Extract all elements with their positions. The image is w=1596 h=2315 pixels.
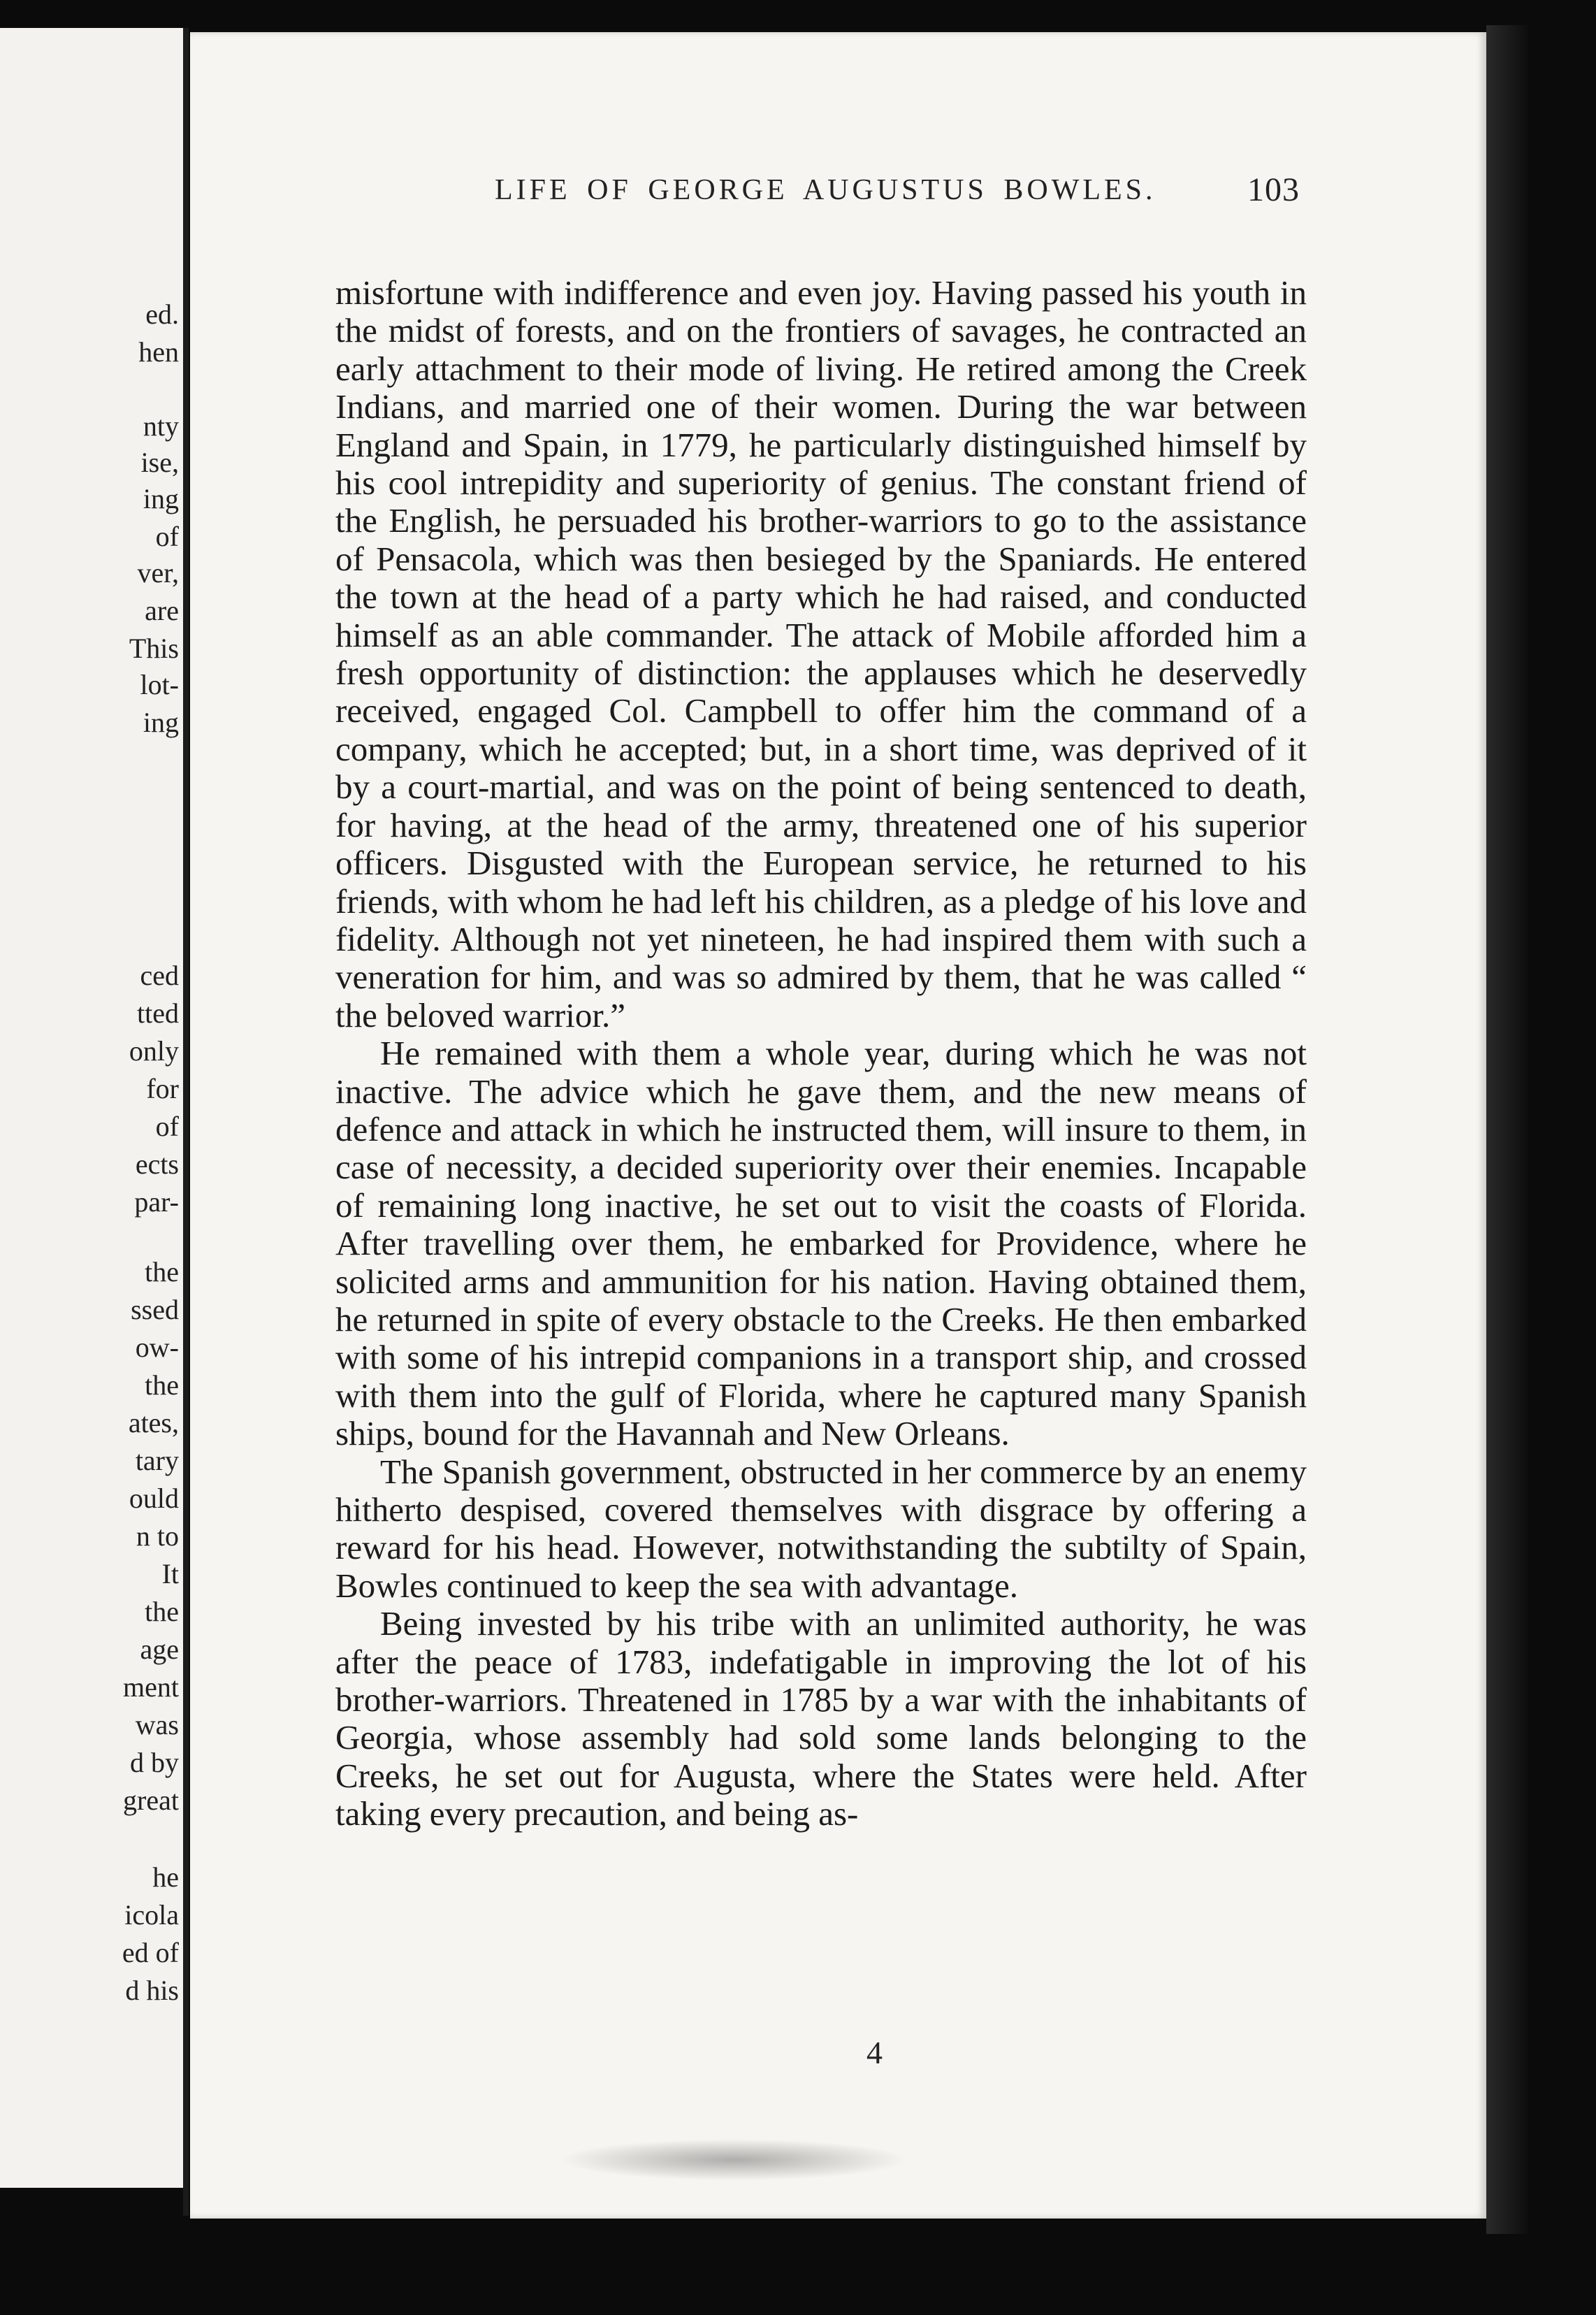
left-page-fragment: ed of	[122, 1937, 179, 1968]
left-page-fragment: ver,	[137, 557, 179, 589]
left-page-fragment: hen	[138, 336, 179, 368]
left-page	[0, 28, 189, 2188]
left-page-fragment: ment	[123, 1671, 179, 1703]
left-page-fragment: nty	[143, 410, 179, 442]
left-page-fragment: ects	[135, 1148, 179, 1180]
left-page-fragment: of	[155, 1111, 179, 1142]
left-page-fragment: ed.	[145, 298, 179, 330]
left-page-fragment: This	[129, 633, 179, 664]
left-page-fragment: for	[146, 1073, 179, 1104]
left-page-fragment: n to	[136, 1520, 179, 1552]
left-page-fragment: d his	[125, 1975, 179, 2006]
left-page-fragment: are	[145, 595, 179, 626]
left-page-fragment: the	[145, 1596, 179, 1627]
paragraph: Being invested by his tribe with an unlimited authority, he was after the peace of 1783, indefatigable in improving the lot of his brother-warriors. Threatened in 1785 by a war with the inhabitants of Georgia, whose assembly had sold some lands belonging to the Creeks, he set out for Augusta, where the States were held. After taking every precaution, and being as-	[335, 1604, 1307, 1833]
left-page-fragment: the	[145, 1256, 179, 1288]
gutter-line	[183, 28, 189, 2216]
running-title: LIFE OF GEORGE AUGUSTUS BOWLES.	[495, 174, 1156, 206]
paragraph: misfortune with indifference and even joy. Having passed his youth in the midst of forests, and on the frontiers of savages, he contracted an early attachment to their mode of living. He retired among the Creek Indians, and married one of their women. During the war between England and Spain, in 1779, he particularly distinguished himself by his cool intrepidity and superiority of genius. The constant friend of the English, he persuaded his brother-warriors to go to the assistance of Pensacola, which was then besieged by the Spaniards. He entered the town at the head of a party which he had raised, and conducted himself as an able commander. The attack of Mobile afforded him a fresh opportunity of distinction: the applauses which he deservedly received, engaged Col. Campbell to offer him the command of a company, which he accepted; but, in a short time, was deprived of it by a court-martial, and was on the point of being sentenced to death, for having, at the head of the army, threatened one of his superior officers. Disgusted with the European service, he returned to his friends, with whom he had left his children, as a pledge of his love and fidelity. Although not yet nineteen, he had inspired them with such a veneration for him, and was so admired by them, that he was called “ the beloved warrior.”	[335, 273, 1307, 1034]
left-page-fragment: tary	[135, 1445, 179, 1476]
left-page-fragment: ould	[129, 1483, 179, 1514]
left-page-fragment: great	[123, 1784, 179, 1816]
left-page-fragment: ssed	[131, 1294, 179, 1325]
left-page-fragment: he	[152, 1861, 179, 1893]
left-page-fragment: age	[140, 1634, 179, 1665]
left-page-fragment: par-	[134, 1186, 179, 1218]
left-page-fragment: was	[135, 1709, 179, 1740]
left-page-fragment: lot-	[140, 669, 179, 700]
left-page-fragment: It	[161, 1558, 179, 1589]
left-page-fragment: ing	[143, 483, 179, 514]
left-page-fragment: the	[145, 1369, 179, 1401]
left-page-fragment: ing	[143, 707, 179, 738]
left-page-fragment: icola	[124, 1899, 179, 1931]
left-page-fragment: only	[129, 1035, 179, 1067]
body-text	[335, 274, 1307, 1833]
left-page-fragment: ced	[140, 960, 179, 991]
left-page-fragment: tted	[137, 997, 179, 1029]
signature-mark: 4	[866, 2035, 883, 2070]
left-page-fragment: ates,	[128, 1407, 179, 1438]
left-page-fragment: ise,	[140, 447, 179, 478]
page-number: 103	[1247, 171, 1300, 208]
paragraph: He remained with them a whole year, during which he was not inactive. The advice which he gave them, and the new means of defence and attack in which he instructed them, will insure to them, in case of necessity, a decided superiority over their enemies. Incapable of remaining long inactive, he set out to visit the coasts of Florida. After travelling over them, he embarked for Providence, where he solicited arms and ammunition for his nation. Having obtained them, he returned in spite of every obstacle to the Creeks. He then embarked with some of his intrepid companions in a transport ship, and crossed with them into the gulf of Florida, where he captured many Spanish ships, bound for the Havannah and New Orleans.	[335, 1034, 1307, 1453]
left-page-fragment: of	[155, 521, 179, 552]
left-page-fragment: ow-	[135, 1332, 179, 1363]
left-page-fragment: d by	[130, 1747, 179, 1778]
page-edge	[1486, 25, 1528, 2234]
ink-smudge	[559, 2139, 908, 2181]
paragraph: The Spanish government, obstructed in her commerce by an enemy hitherto despised, covered themselves with disgrace by offering a reward for his head. However, notwithstanding the subtilty of Spain, Bowles continued to keep the sea with advantage.	[335, 1452, 1307, 1605]
